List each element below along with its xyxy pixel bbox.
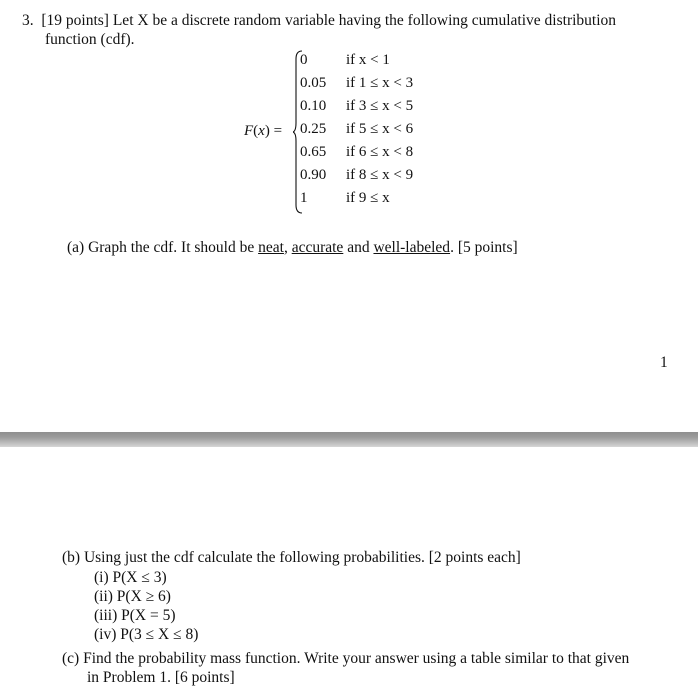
cdf-condition: if x < 1 (346, 52, 390, 68)
cdf-values-column (300, 49, 326, 210)
cdf-value: 1 (300, 190, 308, 206)
part-a-tail: . [5 points] (450, 239, 518, 256)
cdf-label: F(x) = (244, 123, 283, 139)
part-a-and: and (343, 239, 374, 256)
part-b-item: (iii) P(X = 5) (94, 607, 176, 624)
part-b-item: (ii) P(X ≥ 6) (94, 588, 171, 605)
part-a-neat: neat (258, 239, 284, 256)
part-c-line2: in Problem 1. [6 points] (87, 669, 235, 686)
part-a-well-labeled: well-labeled (373, 239, 451, 256)
problem-points: [19 points] (41, 12, 109, 29)
part-b-item: (i) P(X ≤ 3) (94, 569, 167, 586)
part-b-intro: (b) Using just the cdf calculate the following probabilities. [2 points each] (62, 549, 521, 566)
part-a-text (67, 238, 518, 257)
cdf-value: 0.90 (300, 167, 327, 183)
cdf-condition: if 9 ≤ x (346, 190, 390, 206)
cdf-condition: if 6 ≤ x < 8 (346, 144, 414, 160)
cdf-condition: if 8 ≤ x < 9 (346, 167, 414, 183)
part-c-line1: (c) Find the probability mass function. Write your answer using a table similar to that given (62, 650, 630, 667)
cdf-condition: if 1 ≤ x < 3 (346, 75, 414, 91)
cdf-value: 0.25 (300, 121, 327, 137)
part-a-accurate: accurate (291, 239, 344, 256)
page-number: 1 (660, 354, 668, 371)
cdf-condition: if 5 ≤ x < 6 (346, 121, 414, 137)
cdf-value: 0.10 (300, 98, 327, 114)
cdf-value: 0 (300, 52, 308, 68)
part-b-item: (iv) P(3 ≤ X ≤ 8) (94, 626, 199, 643)
problem-intro-line2: function (cdf). (45, 31, 135, 48)
cdf-value: 0.05 (300, 75, 327, 91)
part-a-comma: , (283, 239, 292, 256)
problem-number: 3. (22, 12, 34, 29)
part-a-lead: (a) Graph the cdf. It should be (67, 239, 259, 256)
cdf-value: 0.65 (300, 144, 327, 160)
cdf-conditions-column (346, 49, 413, 210)
problem-intro-text: Let X be a discrete random variable having the following cumulative distribution (112, 12, 617, 29)
cdf-condition: if 3 ≤ x < 5 (346, 98, 414, 114)
page-divider (0, 432, 698, 447)
problem-intro-line1 (22, 11, 616, 30)
